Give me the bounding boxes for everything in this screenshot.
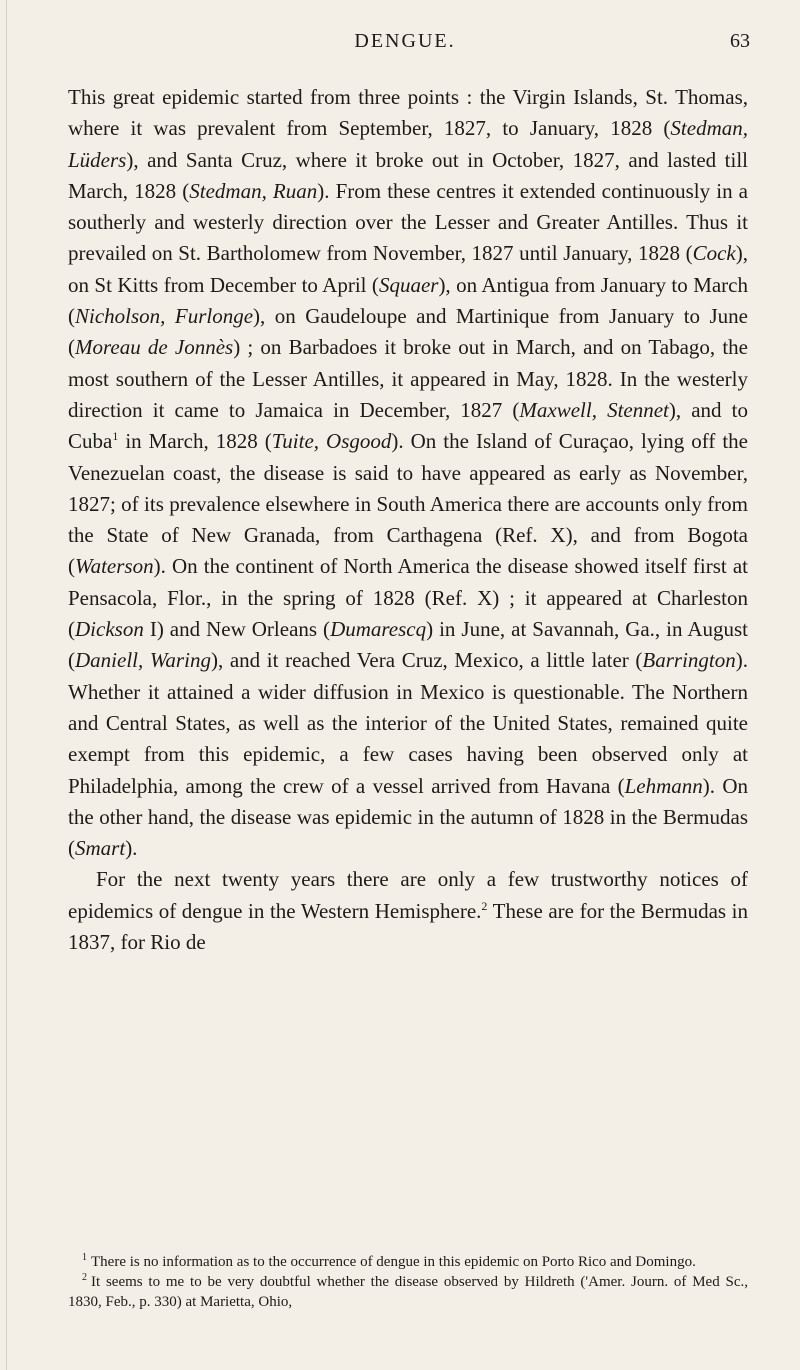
text-run: ) ; on Barbadoes it broke out in March, and on Tabago, the most southern of the Lesser Antilles, it appeared in May, 1828. In the westerly direction it came to Jamaica in December, 1827 (	[68, 335, 748, 422]
footnote-text: There is no information as to the occurrence of dengue in this epidemic on Porto Rico and Domingo.	[91, 1254, 696, 1270]
footnote-mark: 2	[82, 1272, 87, 1283]
cited-author: Barrington	[642, 648, 736, 673]
footnote-reference: 1	[112, 429, 119, 444]
cited-author: Stedman, Ruan	[189, 178, 318, 203]
footnote-text: It seems to me to be very doubtful whether the disease observed by Hildreth ('Amer. Journ. of Med Sc., 1830, Feb., p. 330) at Marietta, Ohio,	[68, 1274, 748, 1310]
page-number: 63	[730, 30, 750, 52]
footnote	[68, 1272, 748, 1312]
cited-author: Dumarescq	[330, 617, 427, 642]
cited-author: Waterson	[75, 554, 154, 579]
text-run: ). Whether it attained a wider diffusion in Mexico is questionable. The Northern and Central States, as well as the interior of the United States, remained quite exempt from this epidemic, a few cases having been observed only at Philadelphia, among the crew of a vessel arrived from Havana (	[68, 648, 749, 798]
body-text	[68, 82, 748, 958]
cited-author: Tuite, Osgood	[271, 429, 392, 454]
footnote	[68, 1252, 748, 1272]
footnotes	[68, 1252, 748, 1312]
running-head	[60, 26, 750, 56]
page-edge-line	[6, 0, 7, 1370]
text-run: ), and it reached Vera Cruz, Mexico, a little later (	[210, 648, 643, 673]
body-paragraph	[68, 82, 748, 864]
text-run: ), and Santa Cruz, where it broke out in October, 1827, and lasted till March, 1828 (	[68, 147, 748, 203]
running-head-title: DENGUE.	[354, 30, 456, 52]
text-run: in March, 1828 (	[118, 429, 272, 454]
cited-author: Squaer	[378, 272, 439, 297]
text-run: For the next twenty years there are only a few trustworthy notices of epidemics of dengue in the Western Hemisphere.	[68, 867, 748, 923]
cited-author: Lehmann	[624, 773, 703, 798]
text-run: ), on St Kitts from December to April (	[68, 241, 748, 297]
cited-author: Moreau de Jonnès	[75, 335, 234, 360]
footnote-mark: 1	[82, 1252, 87, 1263]
cited-author: Cock	[692, 241, 736, 266]
text-run: I) and New Orleans (	[143, 617, 331, 642]
text-run: ), on Gaudeloupe and Martinique from January to June (	[68, 304, 749, 360]
text-run: ).	[125, 836, 138, 861]
text-run: ). On the Island of Curaçao, lying off the Venezuelan coast, the disease is said to have appeared as early as November, 1827; of its prevalence elsewhere in South America there are accounts only from the State of New Granada, from Carthagena (Ref. X), and from Bogota (	[68, 429, 748, 579]
text-run: These are for the Bermudas in 1837, for Rio de	[68, 898, 748, 955]
text-run: ), and to Cuba	[68, 397, 748, 454]
footnote-reference: 2	[481, 898, 488, 913]
text-run: This great epidemic started from three points : the Virgin Islands, St. Thomas, where it was prevalent from September, 1827, to January, 1828 (	[68, 85, 748, 141]
text-run: ), on Antigua from January to March (	[68, 272, 748, 329]
cited-author: Dickson	[75, 617, 144, 642]
cited-author: Maxwell, Stennet	[519, 397, 669, 422]
cited-author: Nicholson, Furlonge	[75, 304, 254, 329]
body-paragraph	[68, 864, 748, 958]
text-run: ). On the other hand, the disease was epidemic in the autumn of 1828 in the Bermudas (	[68, 773, 748, 861]
cited-author: Smart	[75, 836, 126, 861]
text-run: ). From these centres it extended continuously in a southerly and westerly direction over the Lesser and Greater Antilles. Thus it prevailed on St. Bartholomew from November, 1827 until January, 1828 (	[68, 178, 748, 266]
cited-author: Stedman, Lüders	[68, 116, 748, 172]
text-run: ) in June, at Savannah, Ga., in August (	[68, 617, 749, 673]
cited-author: Daniell, Waring	[75, 648, 211, 673]
text-run: ). On the continent of North America the disease showed itself first at Pensacola, Flor., in the spring of 1828 (Ref. X) ; it appeared at Charleston (	[68, 554, 748, 642]
